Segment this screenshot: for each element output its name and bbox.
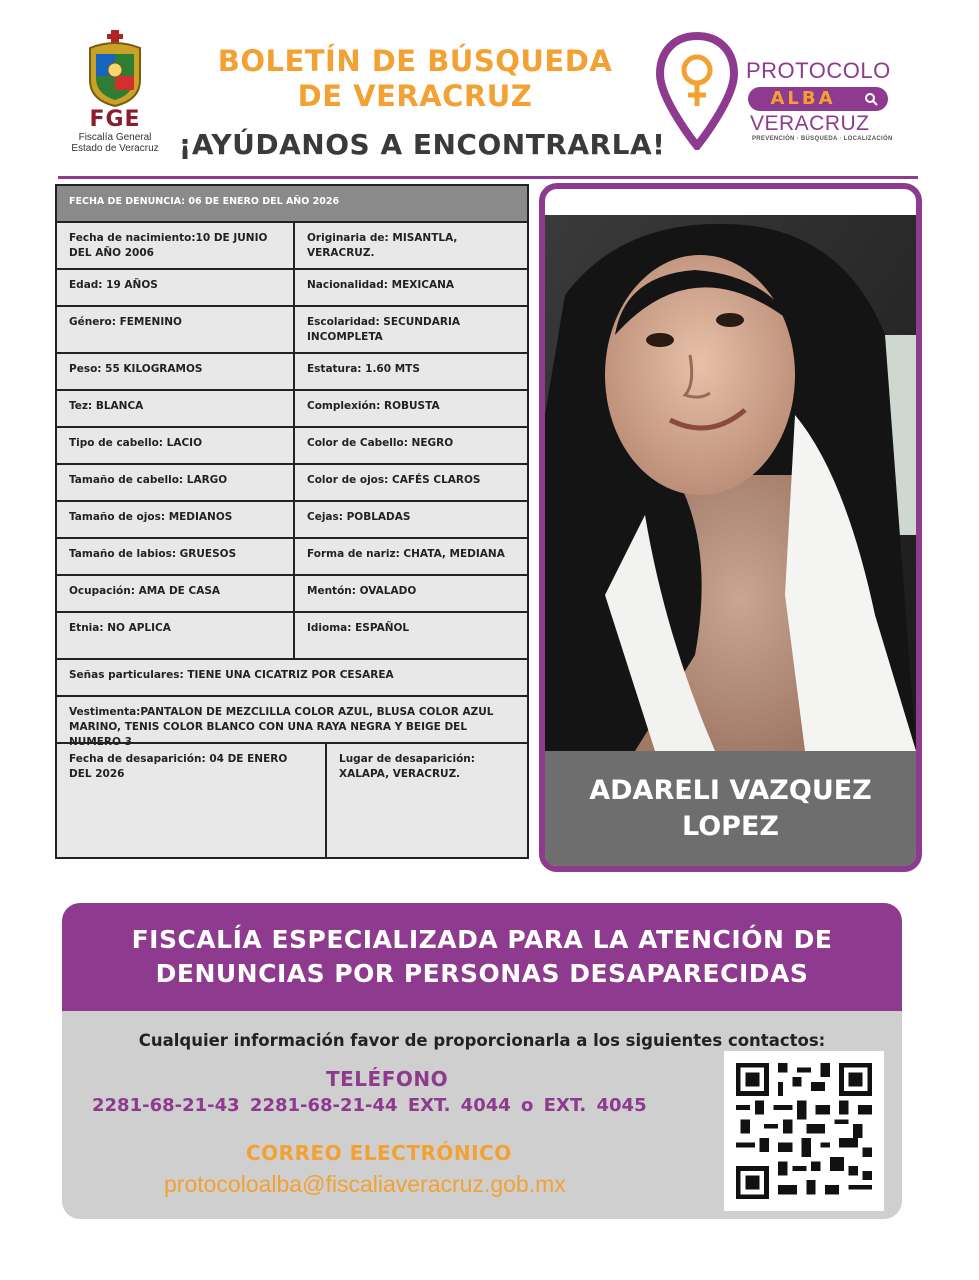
ethnicity-cell: Etnia: NO APLICA	[57, 613, 295, 658]
table-row	[57, 223, 527, 270]
fge-acronym: FGE	[89, 107, 141, 132]
build-cell: Complexión: ROBUSTA	[307, 400, 440, 412]
occupation-cell: Ocupación: AMA DE CASA	[57, 576, 295, 611]
fge-name-line2: Estado de Veracruz	[71, 143, 159, 154]
nose-shape-cell: Forma de nariz: CHATA, MEDIANA	[307, 548, 505, 560]
alba-name-bar	[748, 87, 888, 111]
schooling-cell: Escolaridad: SECUNDARIA INCOMPLETA	[307, 316, 461, 343]
clothing-cell: Vestimenta:PANTALON DE MEZCLILLA COLOR AZUL, BLUSA COLOR AZUL MARINO, TENIS COLOR BLANCO CON UNA RAYA NEGRA Y BEIGE DEL NUMERO 3	[69, 706, 494, 748]
alba-veracruz-text: VERACRUZ	[750, 112, 870, 135]
contact-intro: Cualquier información favor de proporcionarla a los siguientes contactos:	[138, 1031, 826, 1050]
missing-place-cell: Lugar de desaparición: XALAPA, VERACRUZ.	[339, 753, 475, 780]
table-row	[57, 613, 527, 660]
nationality-cell: Nacionalidad: MEXICANA	[307, 279, 455, 291]
hair-color-cell: Color de Cabello: NEGRO	[307, 437, 454, 449]
table-row	[57, 391, 527, 428]
table-row	[57, 354, 527, 391]
fge-name-line1: Fiscalía General	[78, 132, 152, 143]
origin-cell: Originaria de: MISANTLA, VERACRUZ.	[307, 232, 458, 259]
veracruz-seal-icon	[82, 30, 148, 108]
photo-card	[539, 183, 922, 872]
lip-size-cell: Tamaño de labios: GRUESOS	[57, 539, 295, 574]
age-cell: Edad: 19 AÑOS	[57, 270, 295, 305]
person-name-box	[545, 751, 916, 866]
table-row	[57, 428, 527, 465]
table-row	[57, 502, 527, 539]
person-photo	[545, 215, 916, 751]
table-row	[57, 697, 527, 748]
table-row	[57, 465, 527, 502]
person-info-table	[55, 184, 529, 859]
agency-name: FISCALÍA ESPECIALIZADA PARA LA ATENCIÓN DE DENUNCIAS POR PERSONAS DESAPARECIDAS	[131, 925, 833, 988]
email-address[interactable]: protocoloalba@fiscaliaveracruz.gob.mx	[164, 1171, 566, 1197]
bulletin-title-line2: DE VERACRUZ	[297, 79, 533, 113]
table-row	[57, 660, 527, 697]
alba-protocolo-text: PROTOCOLO	[746, 58, 891, 83]
fge-logo	[60, 30, 170, 165]
hair-length-cell: Tamaño de cabello: LARGO	[57, 465, 295, 500]
header-divider	[58, 176, 918, 179]
qr-code[interactable]	[724, 1051, 884, 1211]
protocolo-alba-logo	[656, 32, 916, 152]
table-row	[57, 270, 527, 307]
person-name: ADARELI VAZQUEZ LOPEZ	[589, 774, 872, 842]
bulletin-title	[200, 44, 630, 114]
eye-color-cell: Color de ojos: CAFÉS CLAROS	[307, 474, 481, 486]
phone-label: TELÉFONO	[326, 1067, 449, 1091]
phone-numbers: 2281-68-21-43 2281-68-21-44 EXT. 4044 o EXT. 4045	[92, 1095, 647, 1116]
weight-cell: Peso: 55 KILOGRAMOS	[57, 354, 295, 389]
hair-type-cell: Tipo de cabello: LACIO	[57, 428, 295, 463]
alba-name-text: ALBA	[770, 88, 836, 109]
height-cell: Estatura: 1.60 MTS	[307, 363, 420, 375]
table-row	[57, 539, 527, 576]
help-headline: ¡AYÚDANOS A ENCONTRARLA!	[178, 128, 666, 161]
table-row	[57, 744, 527, 857]
alba-tagline: PREVENCIÓN · BÚSQUEDA · LOCALIZACIÓN	[752, 136, 893, 142]
qr-code-icon	[736, 1063, 872, 1199]
agency-banner	[62, 903, 902, 1011]
eye-size-cell: Tamaño de ojos: MEDIANOS	[57, 502, 295, 537]
contact-box	[62, 1011, 902, 1219]
eyebrows-cell: Cejas: POBLADAS	[307, 511, 411, 523]
birth-date-cell: Fecha de nacimiento:10 DE JUNIO DEL AÑO 2006	[57, 223, 295, 268]
table-row	[57, 307, 527, 354]
location-pin-female-icon	[656, 32, 738, 150]
missing-date-cell: Fecha de desaparición: 04 DE ENERO DEL 2026	[57, 744, 327, 857]
search-icon	[864, 92, 878, 106]
language-cell: Idioma: ESPAÑOL	[307, 622, 410, 634]
report-date: FECHA DE DENUNCIA: 06 DE ENERO DEL AÑO 2026	[57, 186, 527, 223]
table-row	[57, 576, 527, 613]
distinguishing-marks-cell: Señas particulares: TIENE UNA CICATRIZ POR CESAREA	[69, 669, 394, 681]
chin-cell: Mentón: OVALADO	[307, 585, 417, 597]
email-label: CORREO ELECTRÓNICO	[246, 1141, 512, 1165]
skin-tone-cell: Tez: BLANCA	[57, 391, 295, 426]
gender-cell: Género: FEMENINO	[57, 307, 295, 352]
bulletin-title-line1: BOLETÍN DE BÚSQUEDA	[217, 44, 613, 78]
